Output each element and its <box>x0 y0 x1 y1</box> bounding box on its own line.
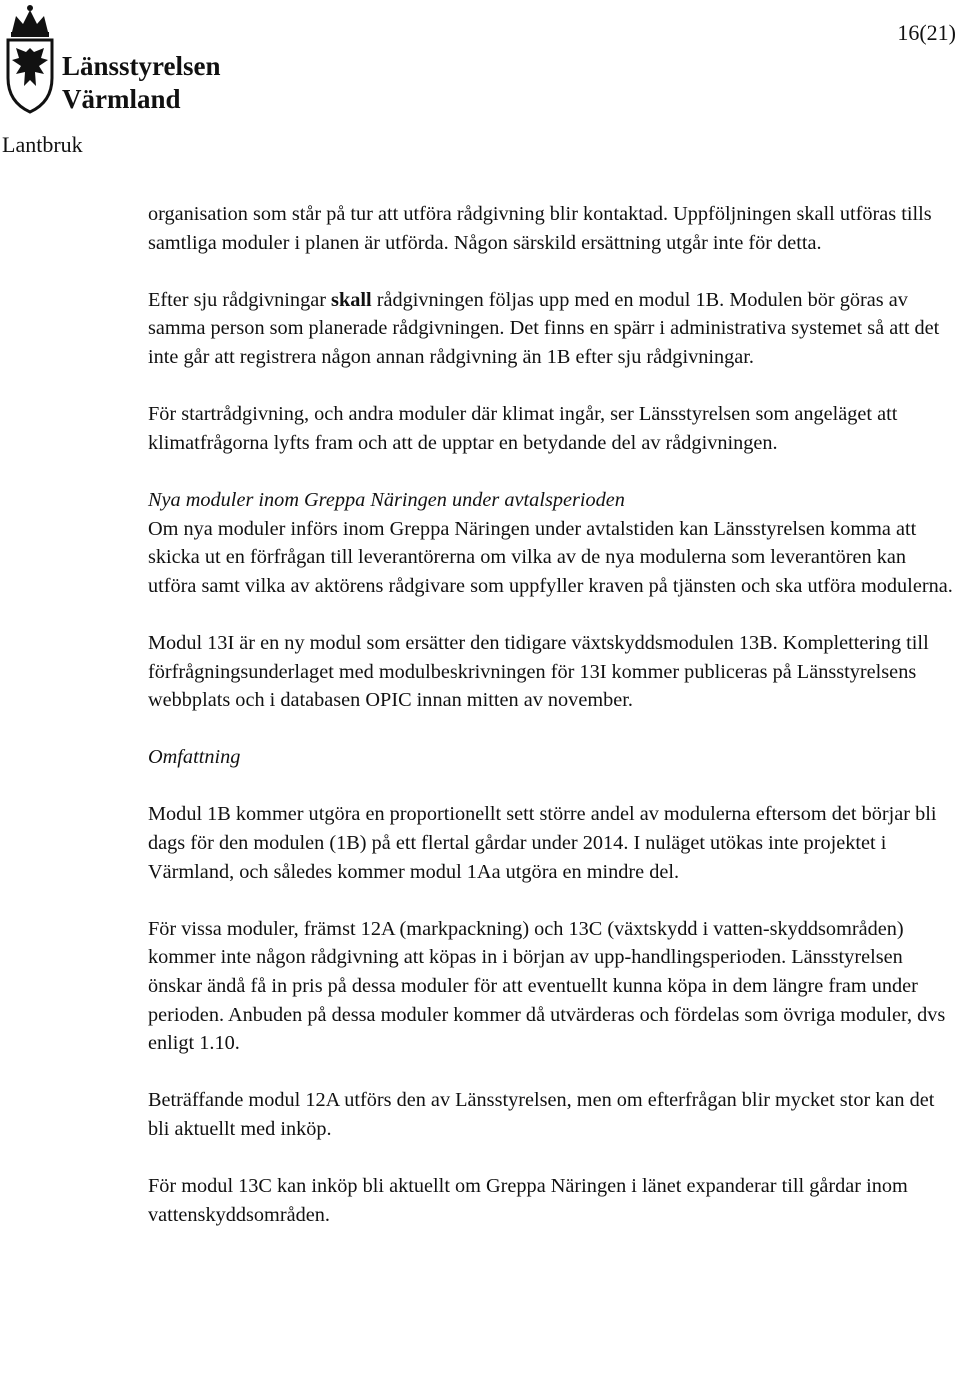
paragraph-1: organisation som står på tur att utföra rådgivning blir kontaktad. Uppföljningen skall utföras tills samtliga moduler i planen är utförda. Någon särskild ersättning utgår inte för detta. <box>148 203 932 254</box>
paragraph-6: Modul 1B kommer utgöra en proportionellt sett större andel av modulerna eftersom det börjar bli dags för den modulen (1B) på ett flertal gårdar under 2014. I nuläget utökas inte projektet i Värmland, och således kommer modul 1Aa utgöra en mindre del. <box>148 803 937 883</box>
paragraph-2-start: Efter sju rådgivningar <box>148 288 332 311</box>
paragraph-3: För startrådgivning, och andra moduler där klimat ingår, ser Länsstyrelsen som angeläget att klimatfrågorna lyfts fram och att de upptar en betydande del av rådgivningen. <box>148 403 898 454</box>
paragraph-5: Modul 13I är en ny modul som ersätter den tidigare växtskyddsmodulen 13B. Komplettering till förfrågningsunderlaget med modulbeskrivningen för 13I kommer publiceras på Länsstyrelsens webbplats och i databasen OPIC innan mitten av november. <box>148 631 929 712</box>
logo-line2: Värmland <box>62 84 181 114</box>
page-header <box>0 0 960 170</box>
paragraph-9: För modul 13C kan inköp bli aktuellt om Greppa Näringen i länet expanderar till gårdar inom vattenskyddsområden. <box>148 1175 908 1226</box>
paragraph-2-emphasis: skall <box>331 288 372 311</box>
paragraph-2-end: rådgivningen följas upp med en modul 1B. Modulen bör göras av samma person som planerade rådgivningen. Det finns en spärr i administrativa systemet så att det inte går att registrera någon annan rådgivning än 1B efter sju rådgivningar. <box>148 288 940 368</box>
paragraph-7: För vissa moduler, främst 12A (markpackning) och 13C (växtskydd i vatten-skyddsområden) kommer inte någon rådgivning att köpas in i början av upp-handlingsperioden. Länsstyrelsen önskar ändå få in pris på dessa moduler för att eventuellt kunna köpa in dem längre fram under perioden. Anbuden på dessa moduler kommer då utvärderas och fördelas som övriga moduler, dvs enligt 1.10. <box>148 917 946 1055</box>
coat-of-arms-icon <box>2 2 58 114</box>
department-label: Lantbruk <box>2 132 83 157</box>
logo-line1: Länsstyrelsen <box>62 51 221 81</box>
paragraph-2 <box>148 286 954 372</box>
paragraph-4: Om nya moduler införs inom Greppa Näringen under avtalstiden kan Länsstyrelsen komma att skicka ut en förfrågan till leverantörerna om vilka av de nya modulerna som leverantören kan utföra samt vilka av aktörens rådgivare som uppfyller kraven på tjänsten och ska utföra modulerna. <box>148 517 953 597</box>
organization-logo <box>62 50 221 116</box>
page-number: 16(21) <box>897 20 956 45</box>
section-heading-scope: Omfattning <box>148 746 241 769</box>
paragraph-8: Beträffande modul 12A utförs den av Länsstyrelsen, men om efterfrågan blir mycket stor kan det bli aktuellt med inköp. <box>148 1089 935 1140</box>
document-body <box>148 200 954 1229</box>
section-heading-new-modules: Nya moduler inom Greppa Näringen under avtalsperioden <box>148 488 625 511</box>
